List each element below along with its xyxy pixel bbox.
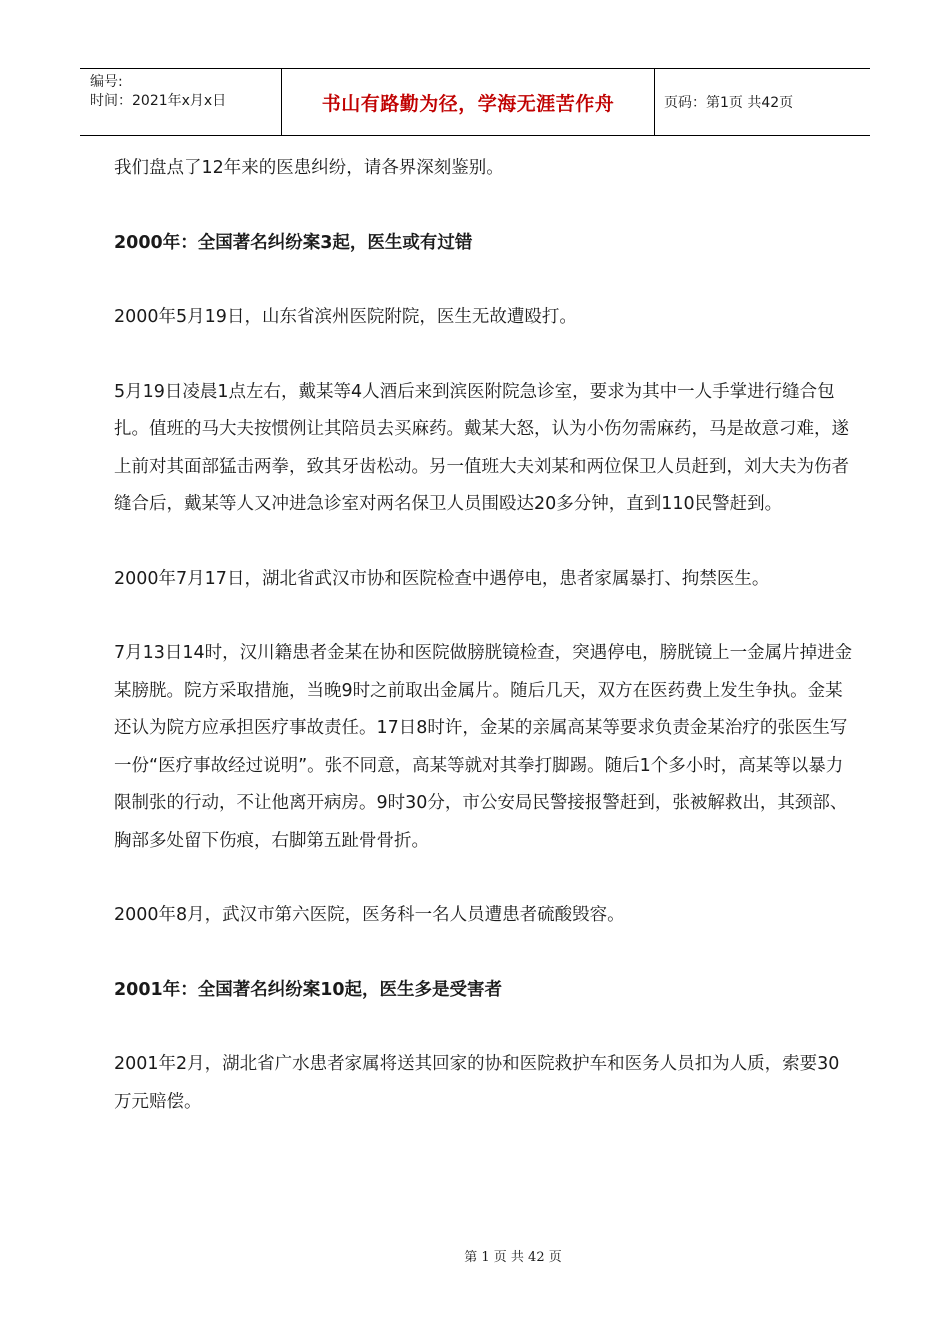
header-motto-cell	[282, 69, 655, 135]
header-meta	[80, 69, 282, 135]
intro-paragraph: 我们盘点了12年来的医患纠纷，请各界深刻鉴别。	[114, 158, 504, 178]
document-time-label: 时间：2021年x月x日	[90, 93, 227, 109]
header-page-label: 页码：第1页 共42页	[664, 95, 794, 111]
header-page-cell	[655, 69, 870, 135]
case-title-paragraph: 2000年7月17日，湖北省武汉市协和医院检查中遇停电，患者家属暴打、拘禁医生。	[114, 568, 770, 589]
document-header	[80, 68, 870, 136]
header-motto: 书山有路勤为径，学海无涯苦作舟	[321, 92, 615, 115]
section-heading-2001: 2001年：全国著名纠纷案10起，医生多是受害者	[114, 979, 503, 1000]
case-detail-paragraph: 5月19日凌晨1点左右，戴某等4人酒后来到滨医附院急诊室，要求为其中一人手掌进行缝合包扎。值班的马大夫按惯例让其陪员去买麻药。戴某大怒，认为小伤勿需麻药，马是故意刁难，遂上前对其面部猛击两拳，致其牙齿松动。另一值班大夫刘某和两位保卫人员赶到，刘大夫为伤者缝合后，戴某等人又冲进急诊室对两名保卫人员围殴达20多分钟，直到110民警赶到。	[114, 381, 849, 514]
page-footer: 第 1 页 共 42 页	[464, 1250, 562, 1265]
case-title-paragraph: 2000年8月，武汉市第六医院，医务科一名人员遭患者硫酸毁容。	[114, 905, 625, 925]
case-detail-paragraph: 7月13日14时，汉川籍患者金某在协和医院做膀胱镜检查，突遇停电，膀胱镜上一金属片掉进金某膀胱。院方采取措施，当晚9时之前取出金属片。随后几天，双方在医药费上发生争执。金某还认为院方应承担医疗事故责任。17日8时许，金某的亲属高某等要求负责金某治疗的张医生写一份“医疗事故经过说明”。张不同意，高某等就对其拳打脚踢。随后1个多小时，高某等以暴力限制张的行动，不让他离开病房。9时30分，市公安局民警接报警赶到，张被解救出，其颈部、胸部多处留下伤痕，右脚第五趾骨骨折。	[114, 643, 853, 851]
case-title-paragraph: 2000年5月19日，山东省滨州医院附院，医生无故遭殴打。	[114, 307, 577, 327]
case-title-paragraph: 2001年2月，湖北省广水患者家属将送其回家的协和医院救护车和医务人员扣为人质，索要30万元赔偿。	[114, 1054, 840, 1112]
document-number-label: 编号:	[90, 74, 123, 90]
section-heading-2000: 2000年：全国著名纠纷案3起，医生或有过错	[114, 232, 473, 253]
document-body	[114, 150, 854, 1121]
